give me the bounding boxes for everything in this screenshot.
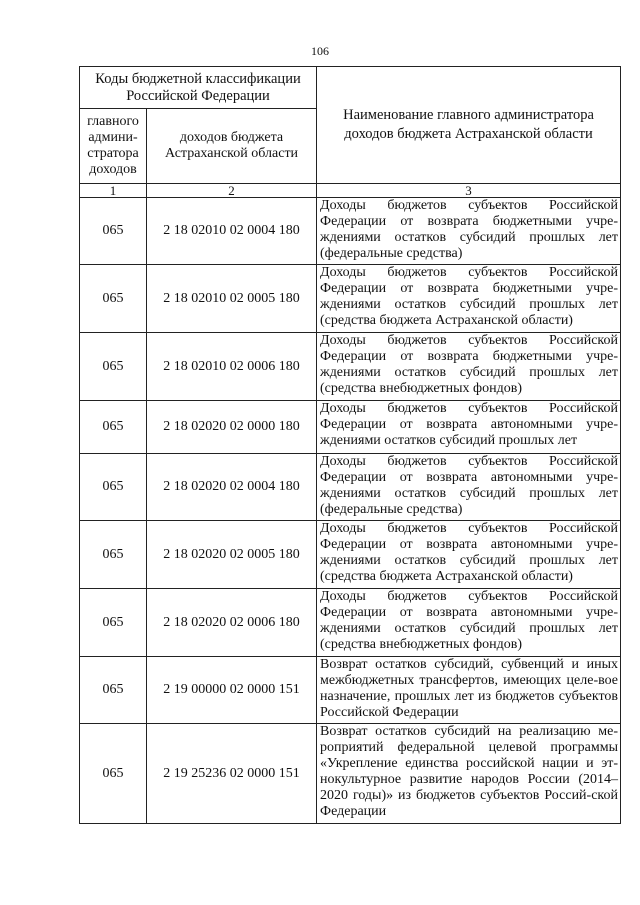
table-row <box>80 401 621 454</box>
admin-code: 065 <box>80 724 147 824</box>
admin-code: 065 <box>80 657 147 724</box>
table-row <box>80 333 621 401</box>
revenue-name: Доходы бюджетов субъектов Российской Федерации от возврата бюджетными учре-ждениями остатков субсидий прошлых лет (федеральные средства) <box>317 198 621 265</box>
revenue-code: 2 18 02020 02 0004 180 <box>147 454 317 521</box>
revenue-code: 2 19 00000 02 0000 151 <box>147 657 317 724</box>
column-number-1: 1 <box>80 184 147 198</box>
revenue-name: Доходы бюджетов субъектов Российской Федерации от возврата автономными учре-ждениями остатков субсидий прошлых лет (федеральные средства) <box>317 454 621 521</box>
revenue-code: 2 18 02020 02 0000 180 <box>147 401 317 454</box>
header-codes-group: Коды бюджетной классификации Российской Федерации <box>80 67 317 109</box>
revenue-name: Возврат остатков субсидий, субвенций и иных межбюджетных трансфертов, имеющих целе-вое назначение, прошлых лет из бюджетов субъектов Российской Федерации <box>317 657 621 724</box>
revenue-name: Доходы бюджетов субъектов Российской Федерации от возврата бюджетными учре-ждениями остатков субсидий прошлых лет (средства внебюджетных фондов) <box>317 333 621 401</box>
admin-code: 065 <box>80 454 147 521</box>
header-revenue-code: доходов бюджета Астраханской области <box>147 109 317 184</box>
header-administrator-name: Наименование главного администратора доходов бюджета Астраханской области <box>317 67 621 184</box>
revenue-code: 2 18 02020 02 0005 180 <box>147 521 317 589</box>
table-row <box>80 521 621 589</box>
revenue-name: Доходы бюджетов субъектов Российской Федерации от возврата автономными учре-ждениями остатков субсидий прошлых лет <box>317 401 621 454</box>
revenue-name: Доходы бюджетов субъектов Российской Федерации от возврата бюджетными учре-ждениями остатков субсидий прошлых лет (средства бюджета Астраханской области) <box>317 265 621 333</box>
revenue-name: Возврат остатков субсидий на реализацию ме-роприятий федеральной целевой программы «Укрепление единства российской нации и эт-нокультурное развитие народов России (2014–2020 годы)» из бюджетов субъектов Россий-ской Федерации <box>317 724 621 824</box>
revenue-name: Доходы бюджетов субъектов Российской Федерации от возврата автономными учре-ждениями остатков субсидий прошлых лет (средства внебюджетных фондов) <box>317 589 621 657</box>
header-main-administrator: главного админи-стратора доходов <box>80 109 147 184</box>
table-row <box>80 198 621 265</box>
admin-code: 065 <box>80 198 147 265</box>
revenue-name: Доходы бюджетов субъектов Российской Федерации от возврата автономными учре-ждениями остатков субсидий прошлых лет (средства бюджета Астраханской области) <box>317 521 621 589</box>
page-number: 106 <box>311 44 329 58</box>
revenue-code: 2 18 02020 02 0006 180 <box>147 589 317 657</box>
table-row <box>80 724 621 824</box>
table-row <box>80 454 621 521</box>
admin-code: 065 <box>80 521 147 589</box>
admin-code: 065 <box>80 401 147 454</box>
admin-code: 065 <box>80 589 147 657</box>
revenue-code: 2 18 02010 02 0006 180 <box>147 333 317 401</box>
table-row <box>80 589 621 657</box>
admin-code: 065 <box>80 265 147 333</box>
table-row <box>80 657 621 724</box>
admin-code: 065 <box>80 333 147 401</box>
budget-codes-table <box>79 66 621 824</box>
revenue-code: 2 19 25236 02 0000 151 <box>147 724 317 824</box>
table-row <box>80 265 621 333</box>
revenue-code: 2 18 02010 02 0005 180 <box>147 265 317 333</box>
column-number-2: 2 <box>147 184 317 198</box>
column-number-3: 3 <box>317 184 621 198</box>
revenue-code: 2 18 02010 02 0004 180 <box>147 198 317 265</box>
